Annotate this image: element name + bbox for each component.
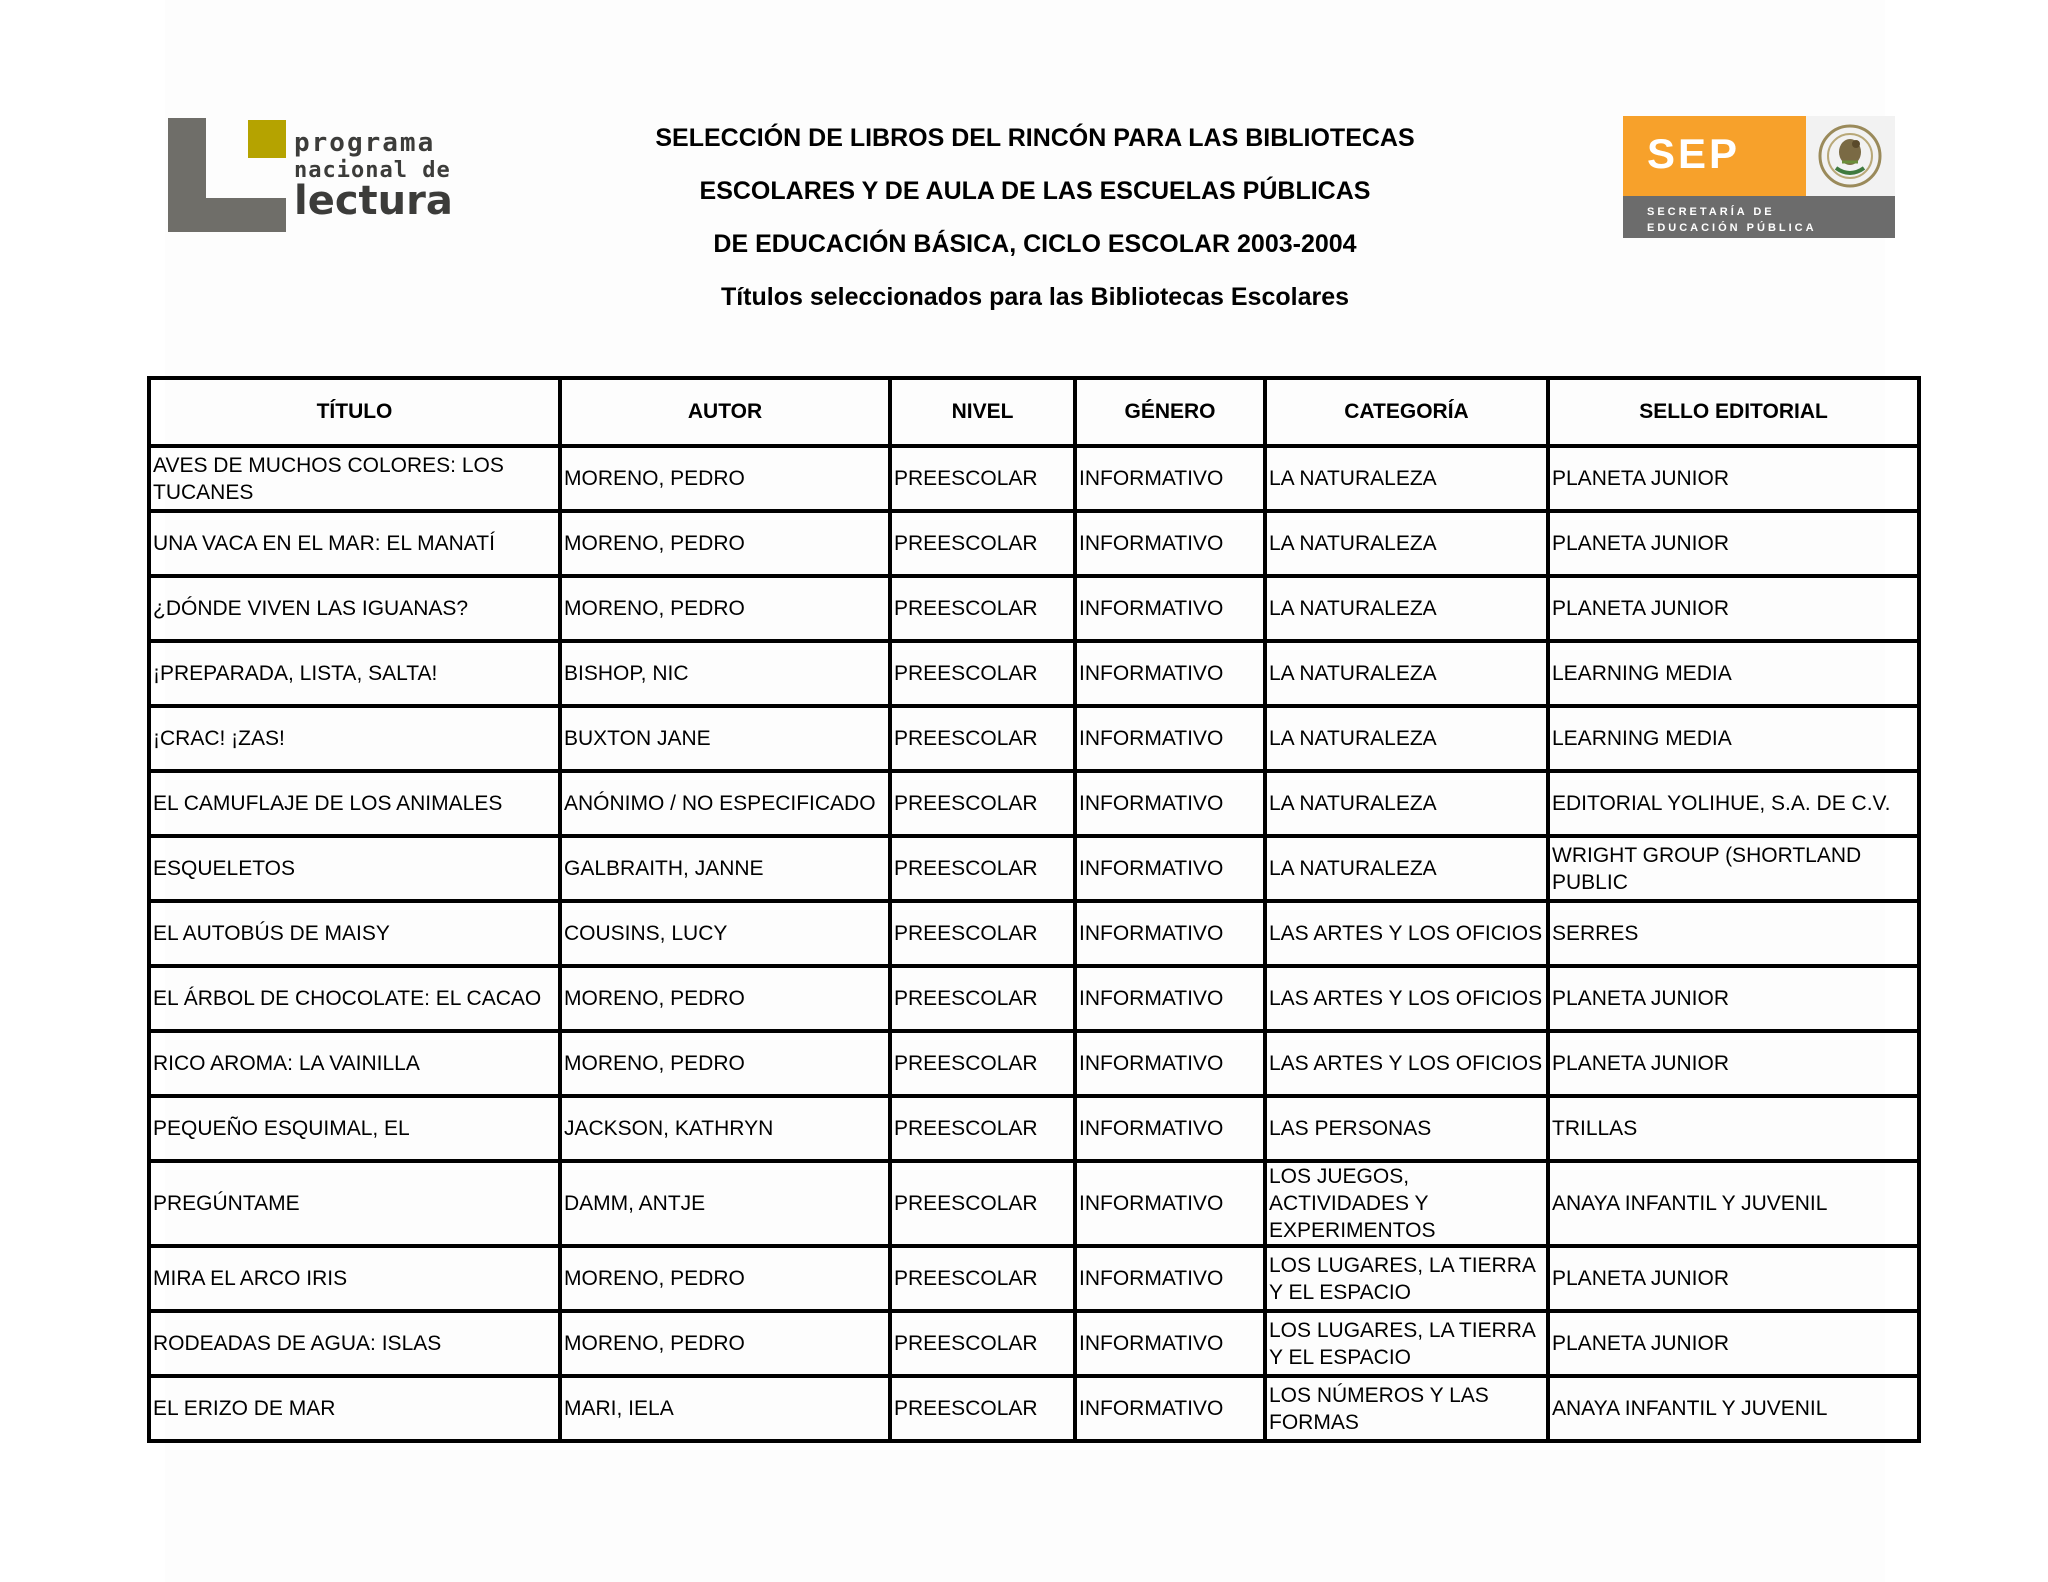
cell-categoria: LOS LUGARES, LA TIERRA Y EL ESPACIO	[1265, 1246, 1548, 1311]
cell-categoria: LAS ARTES Y LOS OFICIOS	[1265, 1031, 1548, 1096]
table-row	[149, 706, 1919, 771]
programa-nacional-lectura-logo	[168, 118, 453, 236]
cell-titulo: UNA VACA EN EL MAR: EL MANATÍ	[149, 511, 560, 576]
cell-genero: INFORMATIVO	[1075, 771, 1265, 836]
cell-genero: INFORMATIVO	[1075, 1311, 1265, 1376]
cell-genero: INFORMATIVO	[1075, 706, 1265, 771]
sep-subtitle-line1: SECRETARÍA DE	[1647, 206, 1775, 218]
cell-autor: MORENO, PEDRO	[560, 576, 890, 641]
table-row	[149, 511, 1919, 576]
cell-titulo: ¡CRAC! ¡ZAS!	[149, 706, 560, 771]
cell-titulo: PEQUEÑO ESQUIMAL, EL	[149, 1096, 560, 1161]
table-row	[149, 1096, 1919, 1161]
cell-nivel: PREESCOLAR	[890, 771, 1075, 836]
mexican-eagle-emblem-icon	[1806, 116, 1895, 196]
table-row	[149, 1246, 1919, 1311]
cell-genero: INFORMATIVO	[1075, 446, 1265, 511]
cell-categoria: LAS PERSONAS	[1265, 1096, 1548, 1161]
table-row	[149, 1311, 1919, 1376]
cell-nivel: PREESCOLAR	[890, 1376, 1075, 1441]
cell-sello-editorial: PLANETA JUNIOR	[1548, 1031, 1919, 1096]
document-heading	[520, 118, 1550, 330]
table-row	[149, 836, 1919, 901]
column-header-sello-editorial: SELLO EDITORIAL	[1548, 378, 1919, 446]
cell-titulo: EL AUTOBÚS DE MAISY	[149, 901, 560, 966]
sep-logo	[1623, 116, 1895, 238]
cell-titulo: MIRA EL ARCO IRIS	[149, 1246, 560, 1311]
cell-sello-editorial: PLANETA JUNIOR	[1548, 966, 1919, 1031]
table-header	[149, 378, 1919, 446]
sep-acronym: SEP	[1647, 130, 1741, 177]
cell-nivel: PREESCOLAR	[890, 706, 1075, 771]
cell-sello-editorial: ANAYA INFANTIL Y JUVENIL	[1548, 1161, 1919, 1246]
cell-genero: INFORMATIVO	[1075, 966, 1265, 1031]
cell-titulo: RICO AROMA: LA VAINILLA	[149, 1031, 560, 1096]
cell-categoria: LA NATURALEZA	[1265, 511, 1548, 576]
cell-sello-editorial: ANAYA INFANTIL Y JUVENIL	[1548, 1376, 1919, 1441]
cell-sello-editorial: LEARNING MEDIA	[1548, 641, 1919, 706]
cell-sello-editorial: PLANETA JUNIOR	[1548, 1246, 1919, 1311]
cell-autor: MORENO, PEDRO	[560, 1311, 890, 1376]
cell-autor: COUSINS, LUCY	[560, 901, 890, 966]
cell-nivel: PREESCOLAR	[890, 1246, 1075, 1311]
cell-titulo: EL ÁRBOL DE CHOCOLATE: EL CACAO	[149, 966, 560, 1031]
table-row	[149, 901, 1919, 966]
cell-categoria: LOS JUEGOS, ACTIVIDADES Y EXPERIMENTOS	[1265, 1161, 1548, 1246]
cell-sello-editorial: PLANETA JUNIOR	[1548, 446, 1919, 511]
table-row	[149, 1031, 1919, 1096]
cell-titulo: EL CAMUFLAJE DE LOS ANIMALES	[149, 771, 560, 836]
cell-genero: INFORMATIVO	[1075, 1031, 1265, 1096]
logo-text-line3: lectura	[294, 178, 453, 224]
cell-sello-editorial: PLANETA JUNIOR	[1548, 576, 1919, 641]
cell-titulo: RODEADAS DE AGUA: ISLAS	[149, 1311, 560, 1376]
table-body	[149, 446, 1919, 1441]
table-row	[149, 1161, 1919, 1246]
cell-titulo: ¿DÓNDE VIVEN LAS IGUANAS?	[149, 576, 560, 641]
cell-categoria: LAS ARTES Y LOS OFICIOS	[1265, 901, 1548, 966]
cell-autor: BISHOP, NIC	[560, 641, 890, 706]
cell-categoria: LOS LUGARES, LA TIERRA Y EL ESPACIO	[1265, 1311, 1548, 1376]
cell-sello-editorial: WRIGHT GROUP (SHORTLAND PUBLIC	[1548, 836, 1919, 901]
cell-sello-editorial: TRILLAS	[1548, 1096, 1919, 1161]
cell-categoria: LA NATURALEZA	[1265, 771, 1548, 836]
cell-nivel: PREESCOLAR	[890, 511, 1075, 576]
book-selection-table	[147, 376, 1921, 1443]
cell-autor: ANÓNIMO / NO ESPECIFICADO	[560, 771, 890, 836]
cell-nivel: PREESCOLAR	[890, 1161, 1075, 1246]
cell-autor: MARI, IELA	[560, 1376, 890, 1441]
cell-titulo: ESQUELETOS	[149, 836, 560, 901]
cell-nivel: PREESCOLAR	[890, 836, 1075, 901]
column-header-genero: GÉNERO	[1075, 378, 1265, 446]
cell-autor: BUXTON JANE	[560, 706, 890, 771]
cell-genero: INFORMATIVO	[1075, 901, 1265, 966]
cell-categoria: LA NATURALEZA	[1265, 446, 1548, 511]
cell-genero: INFORMATIVO	[1075, 1161, 1265, 1246]
cell-genero: INFORMATIVO	[1075, 1096, 1265, 1161]
column-header-nivel: NIVEL	[890, 378, 1075, 446]
table-row	[149, 1376, 1919, 1441]
cell-autor: JACKSON, KATHRYN	[560, 1096, 890, 1161]
column-header-titulo: TÍTULO	[149, 378, 560, 446]
heading-line-3: DE EDUCACIÓN BÁSICA, CICLO ESCOLAR 2003-2004	[713, 230, 1357, 258]
cell-titulo: PREGÚNTAME	[149, 1161, 560, 1246]
table-row	[149, 966, 1919, 1031]
cell-genero: INFORMATIVO	[1075, 511, 1265, 576]
cell-nivel: PREESCOLAR	[890, 1311, 1075, 1376]
cell-nivel: PREESCOLAR	[890, 446, 1075, 511]
logo-text-line1: programa	[294, 128, 436, 158]
cell-titulo: AVES DE MUCHOS COLORES: LOS TUCANES	[149, 446, 560, 511]
table-row	[149, 641, 1919, 706]
cell-autor: MORENO, PEDRO	[560, 1031, 890, 1096]
cell-autor: DAMM, ANTJE	[560, 1161, 890, 1246]
cell-nivel: PREESCOLAR	[890, 901, 1075, 966]
cell-categoria: LOS NÚMEROS Y LAS FORMAS	[1265, 1376, 1548, 1441]
cell-genero: INFORMATIVO	[1075, 836, 1265, 901]
cell-sello-editorial: SERRES	[1548, 901, 1919, 966]
logo-l-horizontal-bar	[168, 198, 286, 232]
cell-sello-editorial: LEARNING MEDIA	[1548, 706, 1919, 771]
cell-genero: INFORMATIVO	[1075, 1376, 1265, 1441]
column-header-categoria: CATEGORÍA	[1265, 378, 1548, 446]
cell-nivel: PREESCOLAR	[890, 576, 1075, 641]
cell-autor: MORENO, PEDRO	[560, 1246, 890, 1311]
cell-categoria: LA NATURALEZA	[1265, 836, 1548, 901]
table-row	[149, 771, 1919, 836]
cell-categoria: LA NATURALEZA	[1265, 576, 1548, 641]
column-header-autor: AUTOR	[560, 378, 890, 446]
heading-line-1: SELECCIÓN DE LIBROS DEL RINCÓN PARA LAS BIBLIOTECAS	[655, 124, 1415, 152]
cell-categoria: LAS ARTES Y LOS OFICIOS	[1265, 966, 1548, 1031]
cell-genero: INFORMATIVO	[1075, 641, 1265, 706]
logo-text-line2: nacional de	[294, 158, 451, 183]
cell-nivel: PREESCOLAR	[890, 1031, 1075, 1096]
table-row	[149, 446, 1919, 511]
cell-sello-editorial: PLANETA JUNIOR	[1548, 511, 1919, 576]
cell-titulo: EL ERIZO DE MAR	[149, 1376, 560, 1441]
heading-line-4: Títulos seleccionados para las Bibliotecas Escolares	[720, 283, 1350, 311]
heading-line-2: ESCOLARES Y DE AULA DE LAS ESCUELAS PÚBLICAS	[699, 177, 1371, 205]
cell-nivel: PREESCOLAR	[890, 1096, 1075, 1161]
cell-nivel: PREESCOLAR	[890, 966, 1075, 1031]
cell-nivel: PREESCOLAR	[890, 641, 1075, 706]
cell-genero: INFORMATIVO	[1075, 576, 1265, 641]
sep-subtitle-line2: EDUCACIÓN PÚBLICA	[1647, 222, 1817, 234]
cell-titulo: ¡PREPARADA, LISTA, SALTA!	[149, 641, 560, 706]
cell-autor: MORENO, PEDRO	[560, 446, 890, 511]
cell-sello-editorial: PLANETA JUNIOR	[1548, 1311, 1919, 1376]
cell-autor: MORENO, PEDRO	[560, 966, 890, 1031]
cell-categoria: LA NATURALEZA	[1265, 706, 1548, 771]
cell-autor: GALBRAITH, JANNE	[560, 836, 890, 901]
logo-olive-square	[248, 120, 286, 158]
cell-sello-editorial: EDITORIAL YOLIHUE, S.A. DE C.V.	[1548, 771, 1919, 836]
cell-categoria: LA NATURALEZA	[1265, 641, 1548, 706]
cell-genero: INFORMATIVO	[1075, 1246, 1265, 1311]
table-header-row	[149, 378, 1919, 446]
cell-autor: MORENO, PEDRO	[560, 511, 890, 576]
table-row	[149, 576, 1919, 641]
